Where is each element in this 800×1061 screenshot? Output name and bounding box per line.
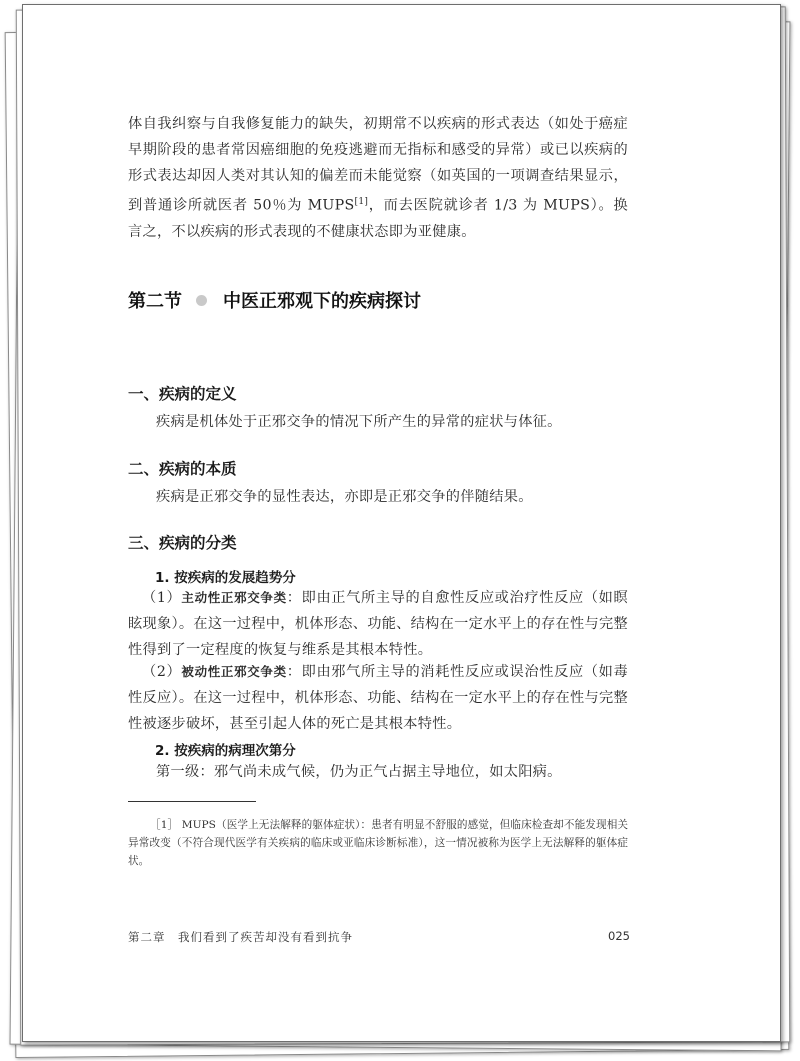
item-passive-text: ：即由邪气所主导的消耗性反应或误治性反应（如毒性反应）。在这一过程中，机体形态、功能、结构在一定水平上的存在性与完整性被逐步破坏，甚至引起人体的死亡是其根本特性。 bbox=[128, 664, 628, 732]
heading-definition: 一、疾病的定义 bbox=[128, 384, 237, 403]
item-passive bbox=[128, 659, 628, 737]
item-passive-term: 被动性正邪交争类 bbox=[181, 664, 287, 679]
intro-paragraph bbox=[128, 111, 628, 245]
heading-essence: 二、疾病的本质 bbox=[128, 459, 237, 478]
running-footer-chapter: 第二章 我们看到了疾苦却没有看到抗争 bbox=[128, 930, 353, 944]
item-passive-num: （2） bbox=[142, 664, 182, 680]
item-active-term: 主动性正邪交争类 bbox=[181, 590, 287, 605]
para-essence: 疾病是正邪交争的显性表达，亦即是正邪交争的伴随结果。 bbox=[156, 489, 533, 505]
para-first-level: 第一级：邪气尚未成气候，仍为正气占据主导地位，如太阳病。 bbox=[156, 764, 562, 780]
bullet-dot-icon bbox=[196, 295, 207, 306]
heading-classification: 三、疾病的分类 bbox=[128, 533, 237, 552]
subheading-pathology: 2. 按疾病的病理次第分 bbox=[155, 743, 296, 759]
intro-text-cont: ，而去医院就诊者 1/3 为 MUPS）。换言之，不以疾病的形式表现的不健康状态即为亚健康。 bbox=[128, 197, 628, 240]
item-active-text: ：即由正气所主导的自愈性反应或治疗性反应（如瞑眩现象）。在这一过程中，机体形态、功能、结构在一定水平上的存在性与完整性得到了一定程度的恢复与维系是其根本特性。 bbox=[128, 590, 628, 658]
section-label: 第二节 bbox=[128, 291, 182, 312]
page-number: 025 bbox=[608, 929, 630, 943]
footnote: ［1］ MUPS（医学上无法解释的躯体症状）：患者有明显不舒服的感觉，但临床检查却不能发现相关异常改变（不符合现代医学有关疾病的临床或亚临床诊断标准），这一情况被称为医学上无法解释的躯体症状。 bbox=[128, 819, 628, 867]
footnote-rule bbox=[128, 801, 256, 802]
item-active-num: （1） bbox=[142, 590, 182, 606]
section-heading bbox=[128, 287, 421, 313]
item-active bbox=[128, 585, 628, 663]
section-title: 中医正邪观下的疾病探讨 bbox=[223, 291, 421, 312]
footnote-ref[interactable]: [1] bbox=[354, 197, 369, 207]
subheading-trend: 1. 按疾病的发展趋势分 bbox=[155, 570, 296, 586]
intro-text: 体自我纠察与自我修复能力的缺失，初期常不以疾病的形式表达（如处于癌症早期阶段的患者常因癌细胞的免疫逃避而无指标和感受的异常）或已以疾病的形式表达却因人类对其认知的偏差而未能觉察（如英国的一项调查结果显示，到普通诊所就医者 50％为 MUPS bbox=[128, 116, 628, 214]
para-definition: 疾病是机体处于正邪交争的情况下所产生的异常的症状与体征。 bbox=[156, 414, 562, 430]
